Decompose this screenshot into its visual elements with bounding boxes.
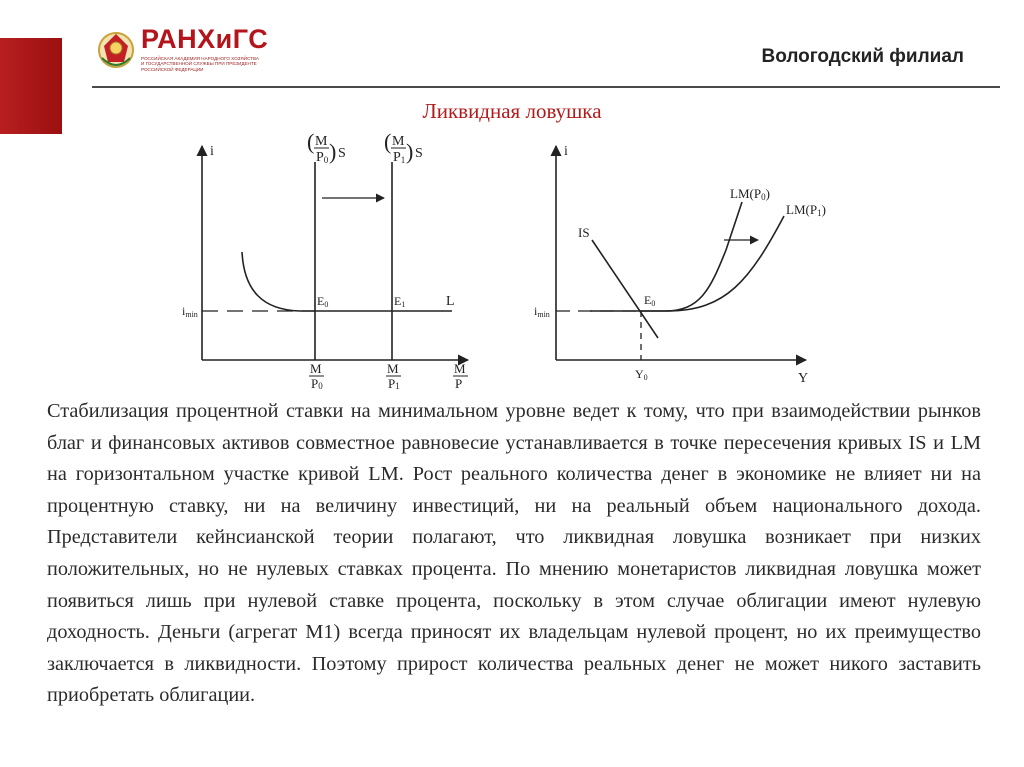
right-e0-label: E0 xyxy=(644,293,656,308)
svg-text:): ) xyxy=(406,139,414,164)
branch-name: Вологодский филиал xyxy=(761,46,964,67)
logo-subtitle: РОССИЙСКАЯ АКАДЕМИЯ НАРОДНОГО ХОЗЯЙСТВА И ГОСУДАРСТВЕННОЙ СЛУЖБЫ ПРИ ПРЕЗИДЕНТЕ РОССИЙСКОЙ ФЕДЕРАЦИИ xyxy=(141,56,259,72)
lm-p0-curve xyxy=(590,202,742,311)
svg-text:P0: P0 xyxy=(316,150,329,165)
emblem-icon xyxy=(99,33,133,67)
liquidity-preference-curve xyxy=(242,252,452,311)
svg-text:S: S xyxy=(338,146,346,161)
y0-label: Y0 xyxy=(635,367,648,382)
left-y-axis-label: i xyxy=(210,144,214,159)
svg-text:P0: P0 xyxy=(311,376,323,391)
lm-p1-curve xyxy=(640,216,784,311)
svg-text:P1: P1 xyxy=(393,150,406,165)
left-imin-label: imin xyxy=(182,304,198,319)
svg-text:M: M xyxy=(454,361,466,376)
svg-text:(: ( xyxy=(384,130,392,154)
x-tick-m-p1 xyxy=(386,361,401,391)
ms0-label xyxy=(307,130,346,165)
right-y-axis-label: i xyxy=(564,144,568,159)
svg-text:M: M xyxy=(392,134,405,149)
logo-text: РАНХиГС xyxy=(141,24,269,54)
header-divider xyxy=(92,86,1000,88)
lm-p1-label: LM(P1) xyxy=(786,202,826,218)
ms1-label xyxy=(384,130,423,165)
lm-p0-label: LM(P0) xyxy=(730,186,770,202)
x-tick-m-p0 xyxy=(309,361,324,391)
svg-text:M: M xyxy=(315,134,328,149)
svg-text:P1: P1 xyxy=(388,376,400,391)
is-curve xyxy=(592,240,658,338)
e0-label: E0 xyxy=(317,294,329,309)
is-curve-label: IS xyxy=(578,225,590,240)
svg-text:P: P xyxy=(455,376,463,391)
svg-text:S: S xyxy=(415,146,423,161)
e1-label: E1 xyxy=(394,294,406,309)
svg-text:(: ( xyxy=(307,130,315,154)
right-x-axis-label: Y xyxy=(798,371,809,386)
money-market-diagram xyxy=(182,130,468,391)
svg-text:M: M xyxy=(310,361,322,376)
is-lm-diagram xyxy=(534,144,826,386)
l-curve-label: L xyxy=(446,294,455,309)
svg-text:M: M xyxy=(387,361,399,376)
body-paragraph: Стабилизация процентной ставки на минимальном уровне ведет к тому, что при взаимодействии рынков благ и финансовых активов совместное равновесие устанавливается в точке пересечения кривых IS и LM на горизонтальном участке кривой LM. Рост реального количества денег в экономике не влияет ни на процентную ставку, ни на величину инвестиций, ни на реальный объем национального дохода. Представители кейнсианской теории полагают, что ликвидная ловушка возникает при низких положительных, но не нулевых ставках процента. По мнению монетаристов ликвидная ловушка может появиться лишь при нулевой ставке процента, поскольку в этом случае облигации имеют нулевую доходность. Деньги (агрегат M1) всегда приносят их владельцам нулевой процент, но их преимущество заключается в ликвидности. Поэтому прирост количества реальных денег не может никого заставить приобретать облигации. xyxy=(47,400,981,707)
svg-text:): ) xyxy=(329,139,337,164)
x-axis-label-m-p xyxy=(453,361,468,391)
liquidity-trap-diagrams xyxy=(170,130,850,392)
slide-title: Ликвидная ловушка xyxy=(422,99,602,123)
right-imin-label: imin xyxy=(534,304,550,319)
